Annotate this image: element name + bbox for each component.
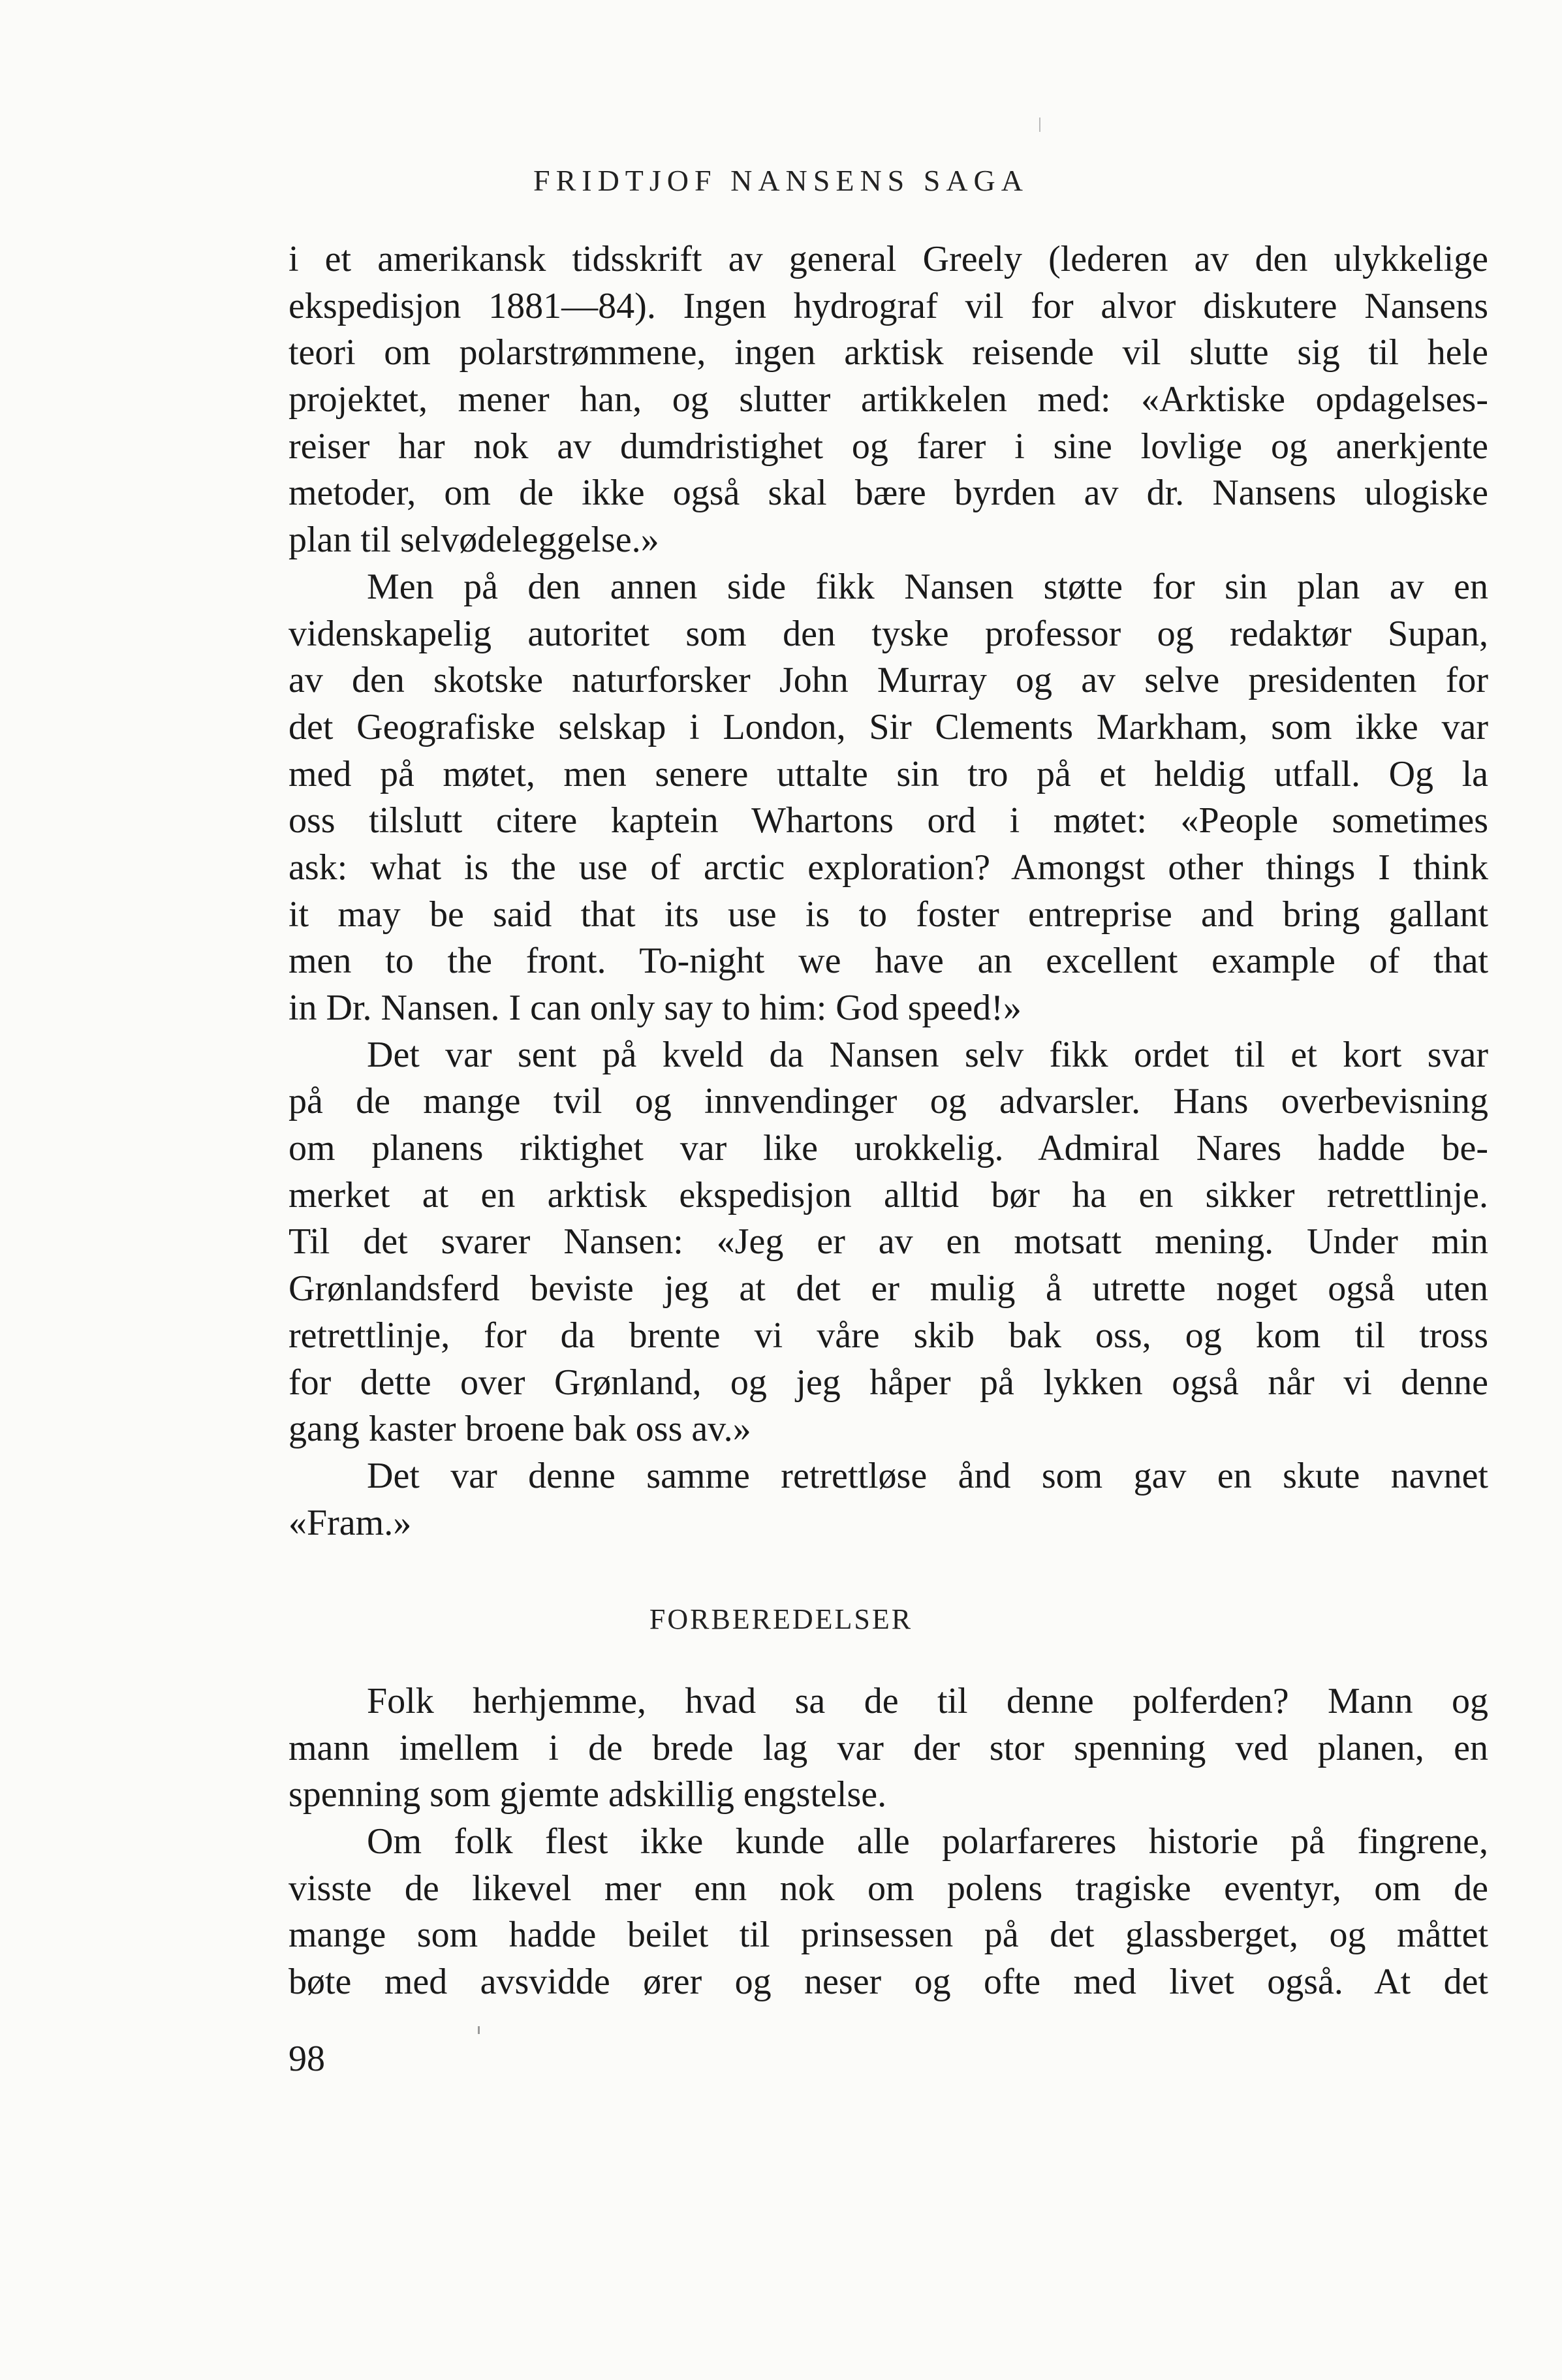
- text-line: Det var denne samme retrettløse ånd som gav en skute navnet: [367, 1455, 1488, 1496]
- text-line: ekspedisjon 1881—84). Ingen hydrograf vil for alvor diskutere Nansens: [289, 285, 1488, 326]
- text-line: retrettlinje, for da brente vi våre skib bak oss, og kom til tross: [289, 1315, 1488, 1356]
- page-number: 98: [289, 2039, 325, 2079]
- text-line: videnskapelig autoritet som den tyske professor og redaktør Supan,: [289, 613, 1488, 654]
- text-line: Folk herhjemme, hvad sa de til denne polferden? Mann og: [367, 1681, 1488, 1721]
- text-line: Grønlandsferd beviste jeg at det er mulig å utrette noget også uten: [289, 1268, 1488, 1309]
- text-line: it may be said that its use is to foster entreprise and bring gallant: [289, 894, 1488, 935]
- paragraph: [289, 1032, 1488, 1453]
- text-line: ask: what is the use of arctic exploration? Amongst other things I think: [289, 847, 1488, 888]
- text-line: reiser har nok av dumdristighet og farer i sine lovlige og anerkjente: [289, 426, 1488, 467]
- running-header: FRIDTJOF NANSENS SAGA: [533, 164, 1029, 197]
- text-line: teori om polarstrømmene, ingen arktisk reisende vil slutte sig til hele: [289, 332, 1488, 373]
- section-heading: FORBEREDELSER: [649, 1603, 913, 1635]
- paragraph: [289, 1678, 1488, 1819]
- text-line: mange som hadde beilet til prinsessen på det glassberget, og måttet: [289, 1915, 1488, 1956]
- body-text-top: [289, 236, 1488, 1546]
- text-line: «Fram.»: [289, 1502, 412, 1543]
- text-line: mann imellem i de brede lag var der stor spenning ved planen, en: [289, 1727, 1488, 1768]
- text-line: visste de likevel mer enn nok om polens tragiske eventyr, om de: [289, 1868, 1488, 1909]
- paragraph: [289, 1819, 1488, 2006]
- print-blemish: [478, 2026, 480, 2034]
- text-line: om planens riktighet var like urokkelig. Admiral Nares hadde be-: [289, 1128, 1488, 1169]
- text-line: for dette over Grønland, og jeg håper på lykken også når vi denne: [289, 1362, 1488, 1403]
- paragraph: [289, 564, 1488, 1032]
- text-line: Men på den annen side fikk Nansen støtte for sin plan av en: [367, 566, 1488, 607]
- text-line: metoder, om de ikke også skal bære byrden av dr. Nansens ulogiske: [289, 473, 1488, 514]
- text-line: Om folk flest ikke kunde alle polarfareres historie på fingrene,: [367, 1821, 1488, 1862]
- text-line: men to the front. To-night we have an excellent example of that: [289, 941, 1488, 982]
- paragraph: [289, 1453, 1488, 1546]
- text-line: gang kaster broene bak oss av.»: [289, 1409, 751, 1450]
- text-line: plan til selvødeleggelse.»: [289, 520, 659, 561]
- text-line: i et amerikansk tidsskrift av general Greely (lederen av den ulykkelige: [289, 239, 1488, 279]
- text-line: av den skotske naturforsker John Murray og av selve presidenten for: [289, 660, 1488, 701]
- text-line: bøte med avsvidde ører og neser og ofte med livet også. At det: [289, 1962, 1488, 2003]
- text-line: Til det svarer Nansen: «Jeg er av en motsatt mening. Under min: [289, 1221, 1488, 1262]
- text-line: på de mange tvil og innvendinger og advarsler. Hans overbevisning: [289, 1081, 1488, 1122]
- text-line: spenning som gjemte adskillig engstelse.: [289, 1774, 887, 1815]
- text-line: med på møtet, men senere uttalte sin tro på et heldig utfall. Og la: [289, 753, 1488, 794]
- body-text-bottom: [289, 1678, 1488, 2006]
- paragraph: [289, 236, 1488, 564]
- text-line: in Dr. Nansen. I can only say to him: God speed!»: [289, 988, 1022, 1028]
- text-line: merket at en arktisk ekspedisjon alltid bør ha en sikker retrettlinje.: [289, 1174, 1488, 1215]
- text-line: oss tilslutt citere kaptein Whartons ord i møtet: «People sometimes: [289, 800, 1488, 841]
- text-line: det Geografiske selskap i London, Sir Clements Markham, som ikke var: [289, 706, 1488, 747]
- text-line: projektet, mener han, og slutter artikkelen med: «Arktiske opdagelses-: [289, 379, 1488, 420]
- text-line: Det var sent på kveld da Nansen selv fikk ordet til et kort svar: [367, 1034, 1488, 1075]
- page-tick-mark: [1039, 117, 1040, 132]
